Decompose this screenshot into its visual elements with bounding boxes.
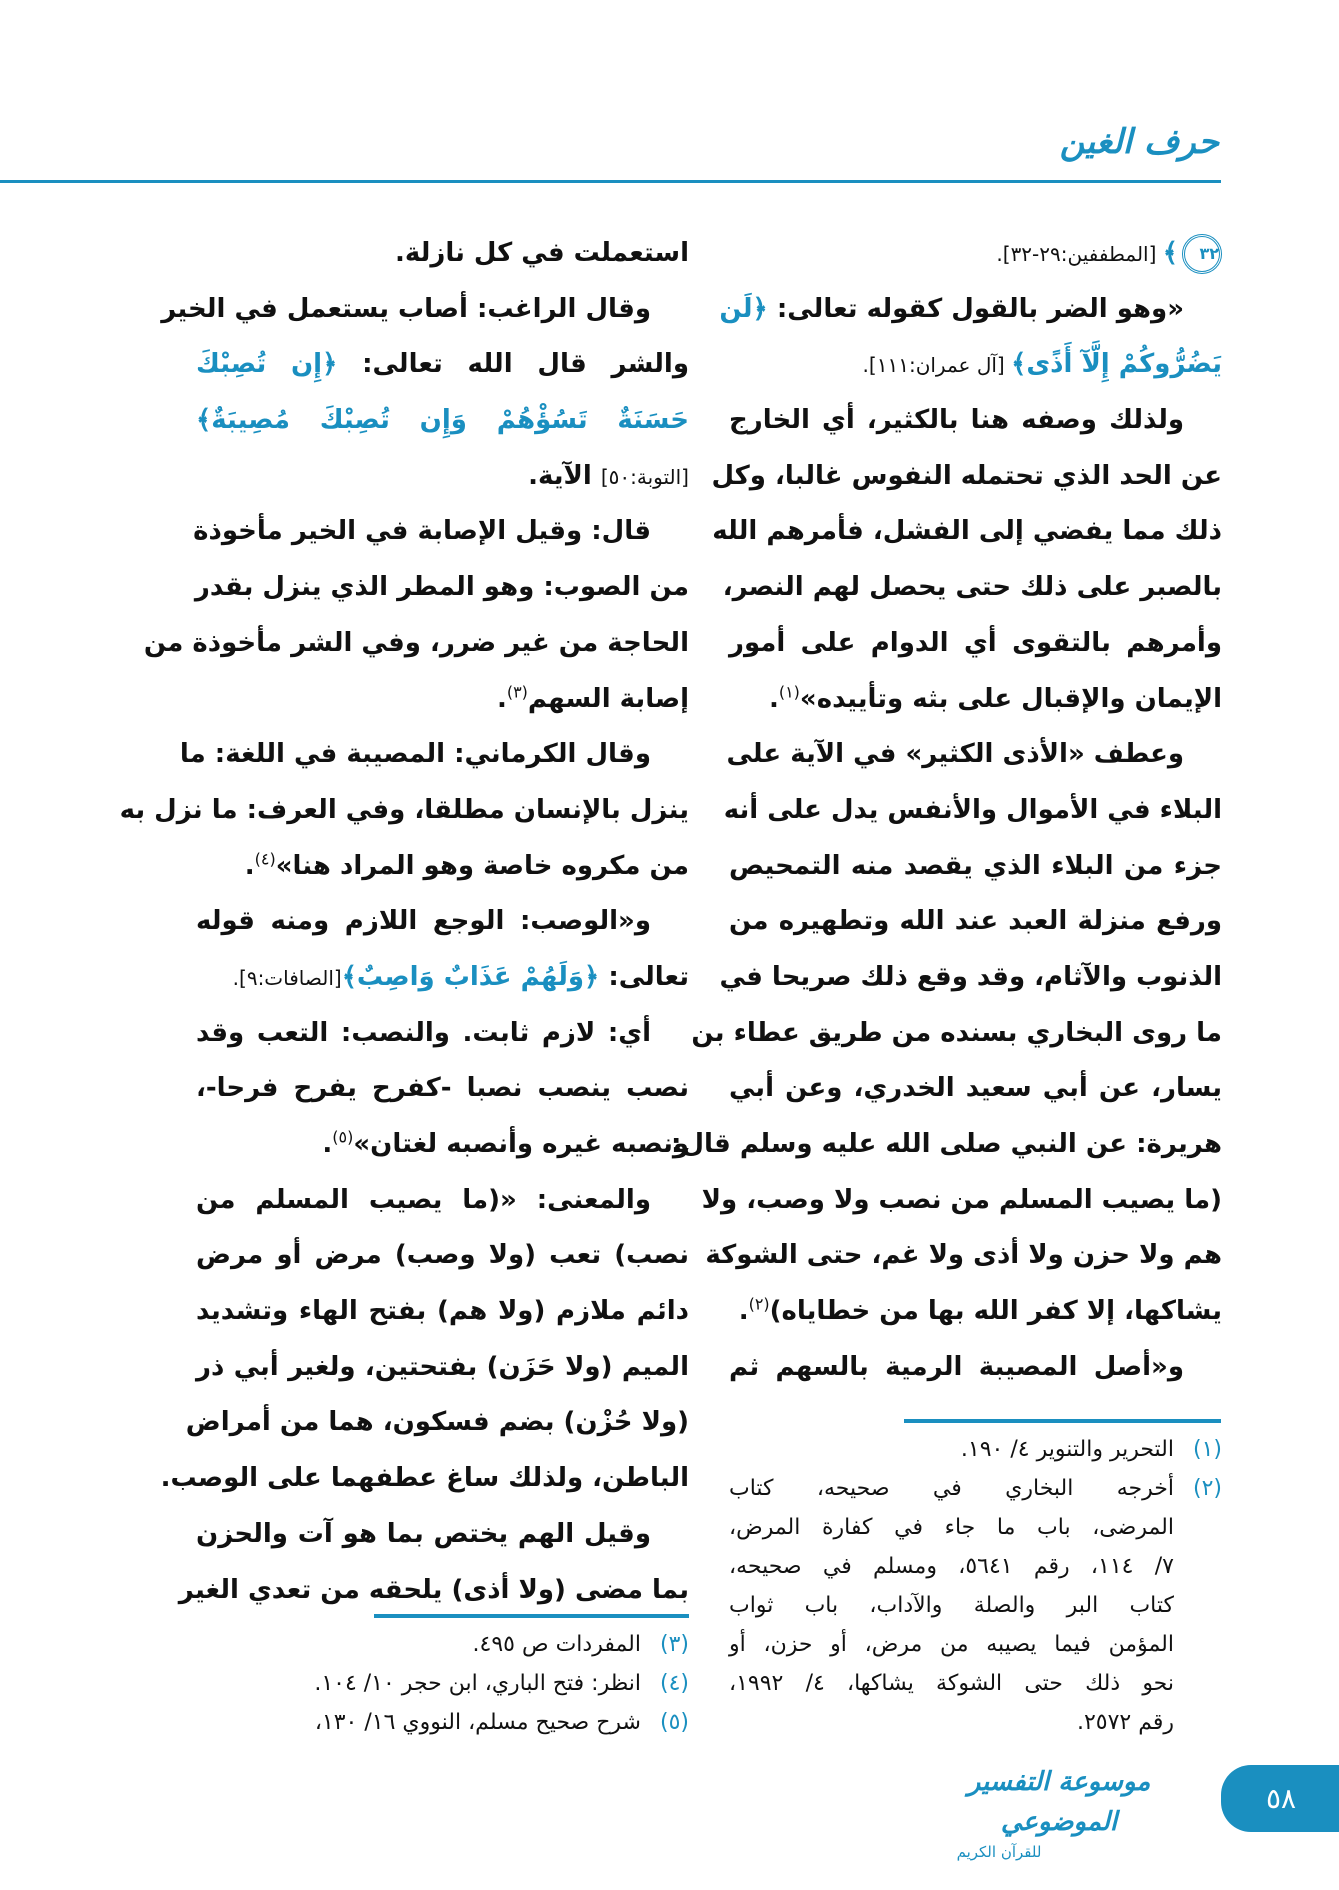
logo-subtitle: للقرآن الكريم [956, 1843, 1042, 1861]
text-segment: الذنوب والآثام، وقد وقع ذلك صريحا في [719, 961, 1222, 992]
text-segment: ما روى البخاري بسنده من طريق عطاء بن [691, 1017, 1222, 1048]
text-line [729, 616, 1222, 672]
text-line [196, 226, 689, 282]
text-line [196, 839, 689, 895]
footnote-text: انظر: فتح الباري، ابن حجر ١٠/ ١٠٤. [314, 1671, 641, 1696]
text-line [712, 504, 1222, 560]
footnote-rule-left [374, 1614, 689, 1618]
text-segment: وقيل الهم يختص بما هو آت والحزن [196, 1518, 651, 1549]
text-segment: هريرة: عن النبي صلى الله عليه وسلم قال: [671, 1129, 1222, 1159]
text-line [722, 560, 1222, 616]
footnote-marker[interactable]: (٤) [254, 848, 276, 868]
text-line [729, 672, 1222, 728]
text-segment: ورفع منزلة العبد عند الله وتطهيره من [729, 906, 1222, 937]
text-segment: من الصوب: وهو المطر الذي ينزل بقدر [194, 572, 689, 603]
page-number: ٥٨ [1221, 1765, 1339, 1832]
footnote-number: (٥) [659, 1710, 689, 1735]
right-column [671, 226, 1222, 1395]
text-segment: الميم (ولا حَزَن) بفتحتين، ولغير أبي ذر [196, 1351, 689, 1382]
footnote-text: المفردات ص ٤٩٥. [472, 1632, 641, 1657]
footnote-text: كتاب البر والصلة والآداب، باب ثواب [729, 1593, 1174, 1618]
text-segment: . [322, 1129, 333, 1159]
text-segment: يشاكها، إلا كفر الله بها من خطاياه) [769, 1296, 1222, 1327]
quran-verse: يَضُرُّوكُمْ إِلَّآ أَذًى﴾ [1011, 349, 1222, 380]
verse-reference: [المطففين:٢٩-٣٢]. [996, 242, 1163, 266]
text-line [719, 282, 1222, 338]
text-line [705, 1228, 1222, 1284]
text-segment: البلاء في الأموال والأنفس يدل على أنه [723, 794, 1222, 825]
text-line [729, 393, 1222, 449]
text-segment: . [244, 850, 255, 881]
footnote-marker[interactable]: (١) [778, 681, 800, 701]
text-segment: ونصبه غيره وأنصبه لغتان» [353, 1129, 689, 1159]
text-line [196, 1507, 689, 1563]
text-segment: الحاجة من غير ضرر، وفي الشر مأخوذة من [143, 627, 689, 658]
footnote-text: المؤمن فيما يصيبه من مرض، أو حزن، أو [729, 1632, 1174, 1657]
text-segment: والمعنى: «(ما يصيب المسلم من [196, 1184, 651, 1215]
text-line [196, 337, 689, 393]
text-segment: إصابة السهم [527, 683, 689, 714]
footnote [196, 1703, 689, 1742]
quran-verse: ﴿إِن تُصِبْكَ [196, 349, 338, 380]
text-segment: وأمرهم بالتقوى أي الدوام على أمور [729, 627, 1222, 658]
text-line [196, 449, 689, 505]
text-line [196, 1340, 689, 1396]
header-rule [0, 180, 1221, 183]
text-line [196, 560, 689, 616]
text-segment: وقال الكرماني: المصيبة في اللغة: ما [179, 739, 651, 770]
text-line [196, 393, 689, 449]
text-line [161, 282, 689, 338]
text-line [178, 1563, 689, 1619]
quran-verse: ﴾ [1162, 238, 1178, 268]
text-segment: وعطف «الأذى الكثير» في الآية على [726, 739, 1184, 770]
footnote-text: شرح صحيح مسلم، النووي ١٦/ ١٣٠، [314, 1710, 641, 1735]
footnote-marker[interactable]: (٢) [748, 1294, 770, 1314]
text-segment: ولذلك وصفه هنا بالكثير، أي الخارج [729, 405, 1184, 436]
text-line [691, 1006, 1222, 1062]
text-line [193, 504, 689, 560]
text-line [711, 449, 1222, 505]
footnote-number: (٢) [1192, 1476, 1222, 1501]
text-line [119, 783, 689, 839]
footnote-text: أخرجه البخاري في صحيحه، كتاب [729, 1476, 1174, 1501]
text-segment: قال: وقيل الإصابة في الخير مأخوذة [193, 516, 651, 547]
quran-verse: حَسَنَةٌ تَسُؤْهُمْ وَإِن تُصِبْكَ مُصِيبَةٌ﴾ [196, 405, 689, 436]
text-line [196, 1284, 689, 1340]
quran-verse: ﴿وَلَهُمْ عَذَابٌ وَاصِبٌ﴾ [341, 961, 600, 992]
text-line [729, 1061, 1222, 1117]
footnote-text: ٧/ ١١٤، رقم ٥٦٤١، ومسلم في صحيحه، [729, 1554, 1174, 1579]
footnote-rule-right [904, 1419, 1221, 1423]
text-line [160, 1451, 689, 1507]
text-segment: «وهو الضر بالقول كقوله تعالى: [767, 293, 1184, 324]
text-line [729, 337, 1222, 393]
text-line [719, 950, 1222, 1006]
text-segment: نصب ينصب نصبا -كفرح يفرح فرحا-، [196, 1073, 689, 1104]
verse-number-ornament: ٣٢ [1182, 234, 1222, 274]
footnotes-right [729, 1430, 1222, 1742]
text-line [196, 1006, 689, 1062]
text-line [196, 1061, 689, 1117]
text-line [671, 1117, 1222, 1173]
text-line [729, 894, 1222, 950]
text-segment: (ما يصيب المسلم من نصب ولا وصب، ولا [701, 1184, 1222, 1215]
verse-reference: [التوبة:٥٠] [600, 464, 689, 489]
text-segment: . [738, 1296, 749, 1327]
text-segment: دائم ملازم (ولا هم) بفتح الهاء وتشديد [196, 1296, 689, 1327]
encyclopedia-logo [934, 1762, 1184, 1861]
text-segment: هم ولا حزن ولا أذى ولا غم، حتى الشوكة [705, 1240, 1222, 1271]
text-segment: بما مضى (ولا أذى) يلحقه من تعدي الغير [178, 1574, 689, 1605]
text-line [196, 950, 689, 1006]
footnote-marker[interactable]: (٥) [332, 1127, 354, 1147]
chapter-title: حرف الغين [1059, 122, 1219, 162]
quran-verse: ﴿لَن [719, 293, 768, 324]
footnote [196, 1664, 689, 1703]
text-line [196, 672, 689, 728]
footnotes-left [196, 1625, 689, 1742]
footnote-text: المرضى، باب ما جاء في كفارة المرض، [729, 1515, 1174, 1540]
text-segment: نصب) تعب (ولا وصب) مرض أو مرض [196, 1240, 689, 1271]
text-line [729, 839, 1222, 895]
text-segment: يسار، عن أبي سعيد الخدري، وعن أبي [729, 1073, 1222, 1104]
text-line [729, 1340, 1222, 1396]
footnote-text: رقم ٢٥٧٢. [1076, 1710, 1174, 1735]
verse-reference: [الصافات:٩]. [232, 965, 342, 990]
footnote-text: التحرير والتنوير ٤/ ١٩٠. [960, 1437, 1174, 1462]
text-segment: و«أصل المصيبة الرمية بالسهم ثم [729, 1351, 1184, 1382]
text-line [726, 727, 1222, 783]
text-segment: الإيمان والإقبال على بثه وتأييده» [799, 683, 1222, 714]
text-line [196, 1228, 689, 1284]
footnote [196, 1625, 689, 1664]
text-segment: (ولا حُزْن) بضم فسكون، هما من أمراض [185, 1407, 689, 1438]
text-line [729, 226, 1222, 282]
verse-reference: [آل عمران:١١١]. [862, 353, 1012, 378]
text-segment: و«الوصب: الوجع اللازم ومنه قوله [196, 906, 651, 937]
text-segment: الباطن، ولذلك ساغ عطفهما على الوصب. [160, 1463, 689, 1494]
text-segment: جزء من البلاء الذي يقصد منه التمحيص [729, 850, 1222, 881]
text-segment: عن الحد الذي تحتمله النفوس غالبا، وكل [711, 460, 1222, 491]
text-line [179, 727, 689, 783]
text-segment: . [768, 683, 779, 714]
text-line [196, 1117, 689, 1173]
logo-title: موسوعة التفسير الموضوعي [967, 1767, 1151, 1837]
footnote-text: نحو ذلك حتى الشوكة يشاكها، ٤/ ١٩٩٢، [729, 1671, 1175, 1696]
text-segment: من مكروه خاصة وهو المراد هنا» [275, 850, 689, 881]
text-segment: تعالى: [599, 961, 689, 992]
text-segment: . [496, 683, 507, 714]
text-segment: الآية. [528, 460, 601, 491]
text-segment: ينزل بالإنسان مطلقا، وفي العرف: ما نزل به [119, 794, 689, 825]
text-segment: وقال الراغب: أصاب يستعمل في الخير [161, 293, 651, 324]
text-line [701, 1173, 1222, 1229]
left-column [119, 226, 689, 1618]
footnote-number: (٤) [659, 1671, 689, 1696]
footnote-number: (٣) [659, 1632, 689, 1657]
text-segment: استعملت في كل نازلة. [394, 238, 689, 268]
footnote [729, 1469, 1222, 1742]
footnote [729, 1430, 1222, 1469]
text-line [196, 1173, 689, 1229]
text-line [196, 894, 689, 950]
text-line [723, 783, 1222, 839]
text-line [185, 1395, 689, 1451]
text-segment: والشر قال الله تعالى: [337, 349, 689, 380]
text-segment: أي: لازم ثابت. والنصب: التعب وقد [196, 1017, 651, 1048]
footnote-marker[interactable]: (٣) [506, 681, 528, 701]
text-line [729, 1284, 1222, 1340]
footnote-number: (١) [1192, 1437, 1222, 1462]
text-segment: بالصبر على ذلك حتى يحصل لهم النصر، [722, 572, 1222, 603]
text-line [143, 616, 689, 672]
text-segment: ذلك مما يفضي إلى الفشل، فأمرهم الله [712, 516, 1222, 547]
